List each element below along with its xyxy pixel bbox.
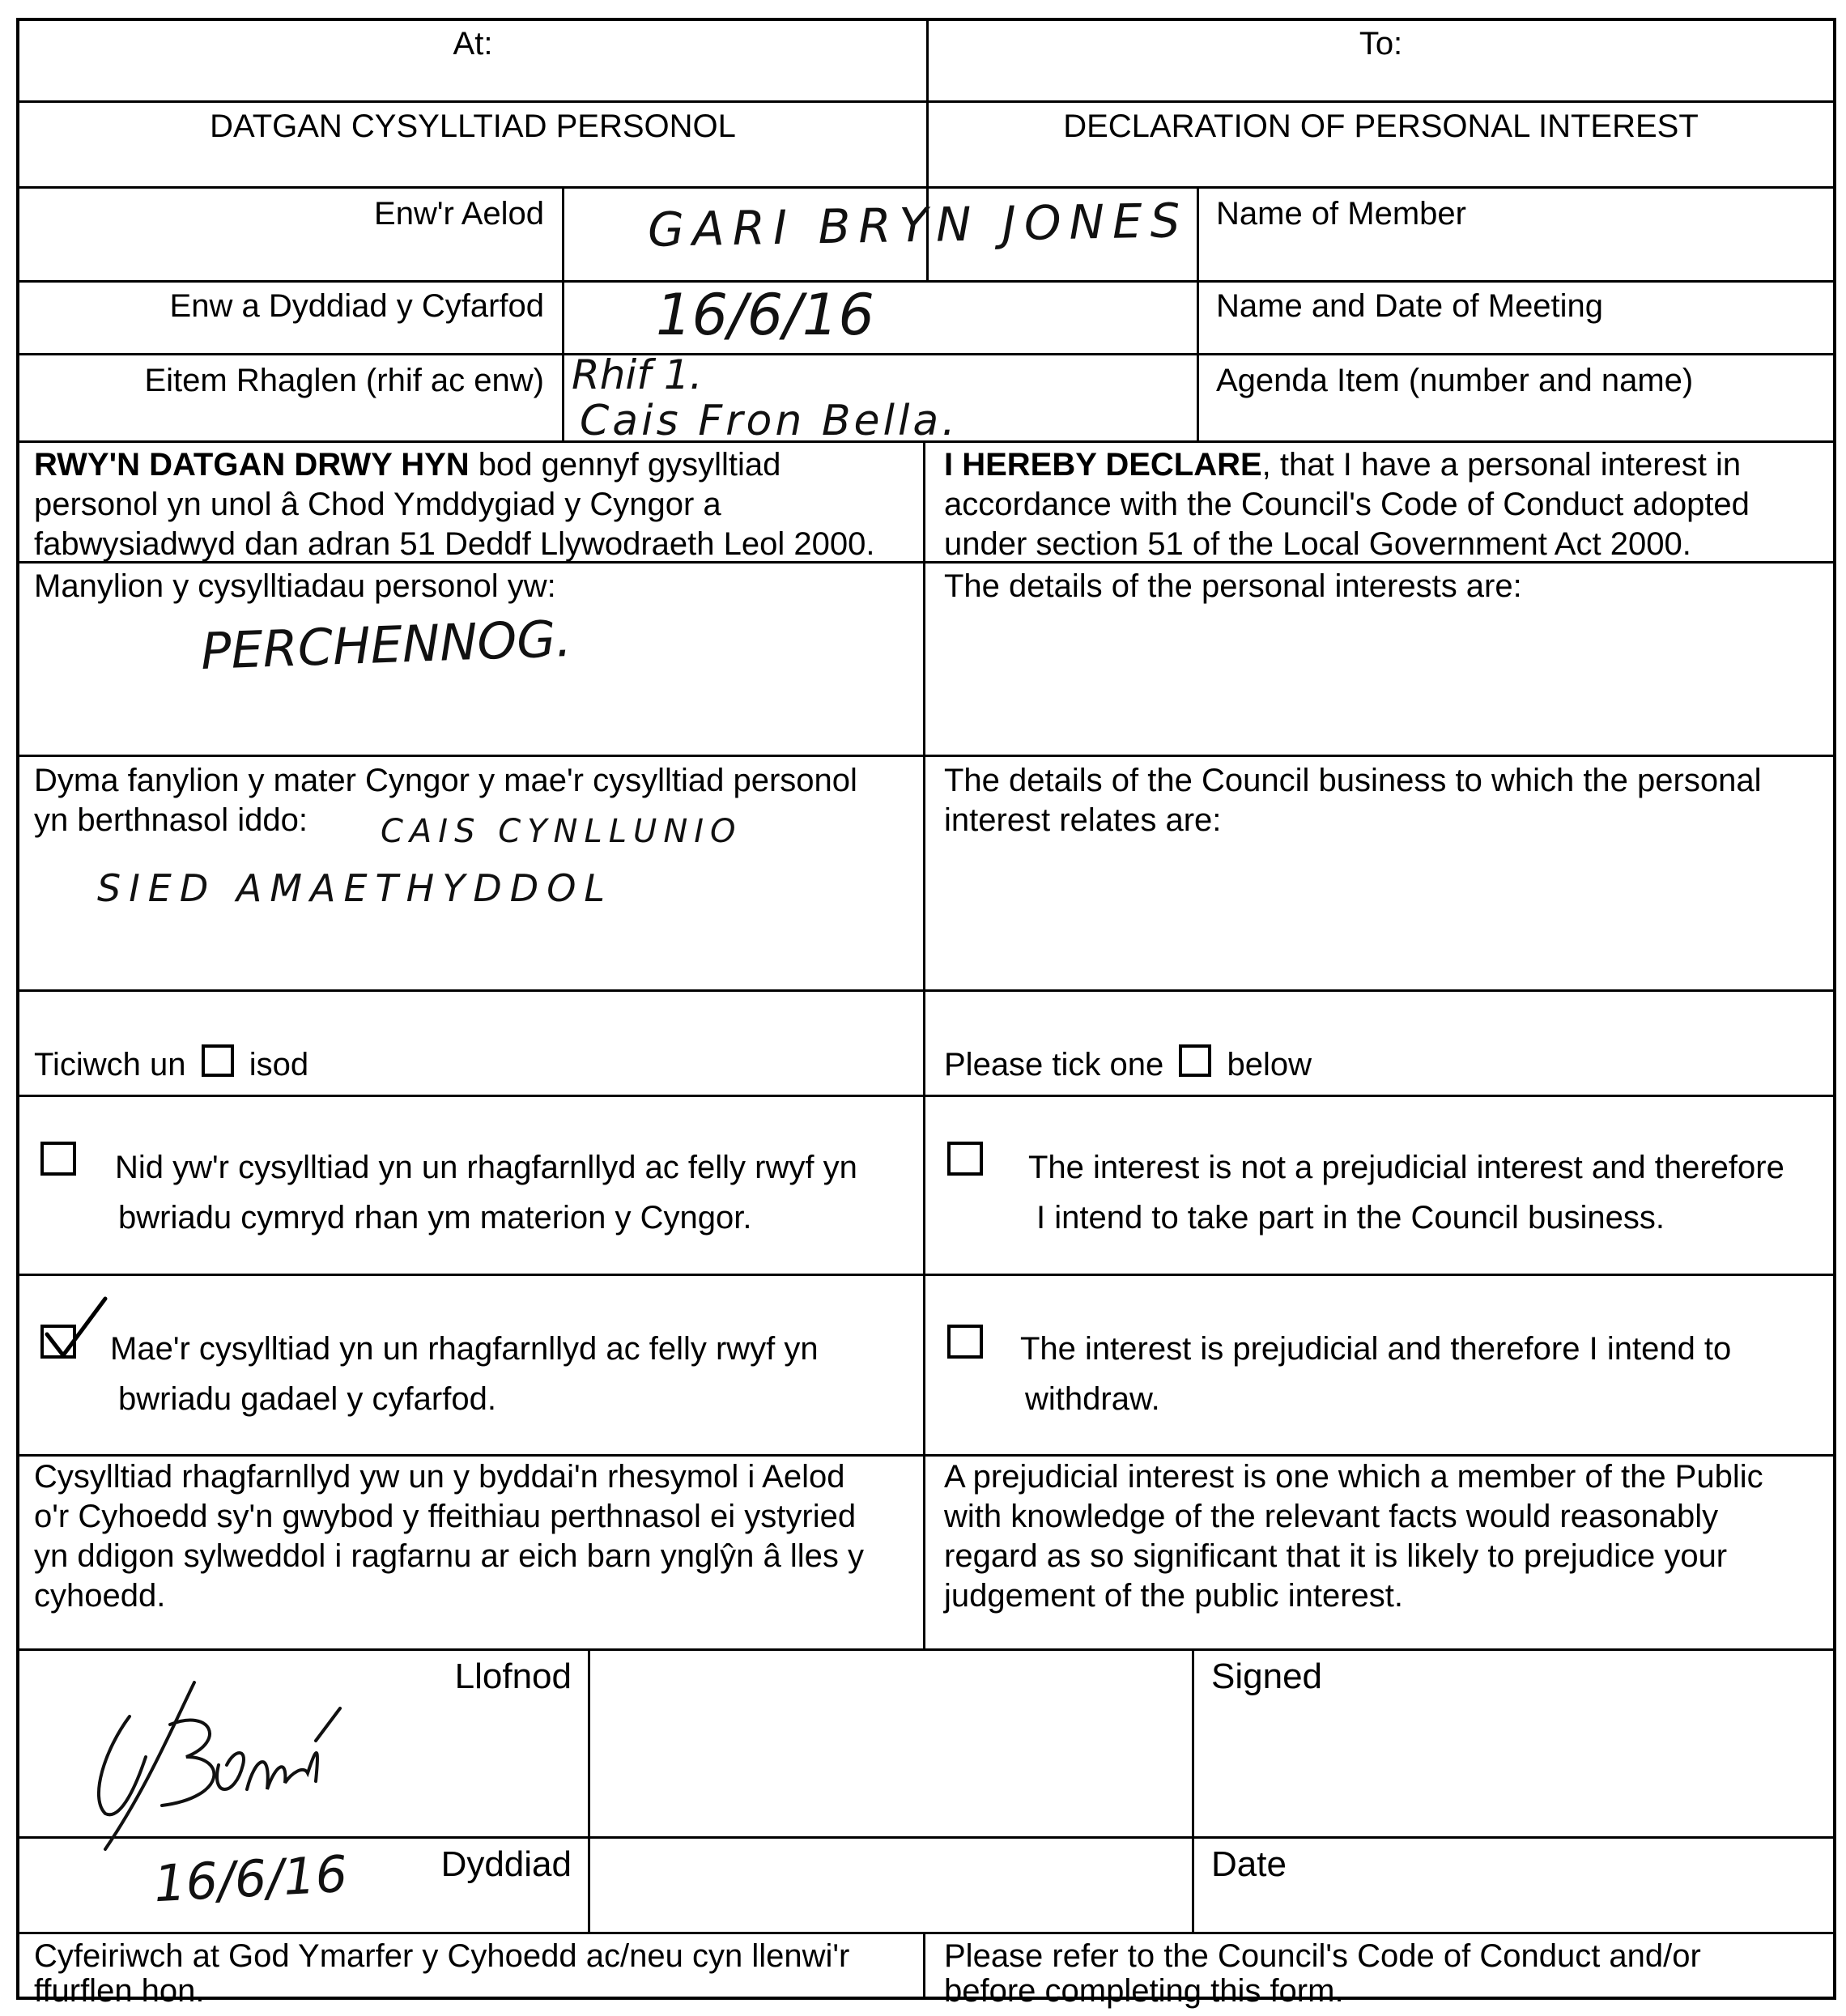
option1-en-checkbox[interactable] <box>947 1142 983 1176</box>
footer-cy-line1: Cyfeiriwch at God Ymarfer y Cyhoedd ac/neu cyn llenwi'r <box>34 1938 850 1974</box>
declare-en-rest: , that I have a personal interest in <box>1261 447 1742 483</box>
business-label-cy-line1: Dyma fanylion y mater Cyngor y mae'r cysylltiad personol <box>34 763 857 798</box>
to-label: To: <box>1359 26 1403 62</box>
tick-sample-box-icon <box>202 1044 234 1077</box>
declare-cy-rest: bod gennyf gysylltiad <box>469 447 781 483</box>
prejudicial-cy-line2: o'r Cyhoedd sy'n gwybod y ffeithiau perthnasol ei ystyried <box>34 1499 857 1534</box>
footer-en-line2: before completing this form. <box>944 1973 1344 2009</box>
field-divider <box>1197 186 1199 440</box>
agenda-label-cy: Eitem Rhaglen (rhif ac enw) <box>144 363 544 398</box>
agenda-label-en: Agenda Item (number and name) <box>1216 363 1694 398</box>
rule <box>16 1454 1836 1457</box>
prejudicial-en-line1: A prejudicial interest is one which a member of the Public <box>944 1459 1763 1495</box>
field-divider <box>1192 1648 1194 1932</box>
declare-cy-bold: RWY'N DATGAN DRWY HYN <box>34 447 470 483</box>
declare-en-line1 <box>944 445 1741 485</box>
field-divider <box>588 1648 590 1932</box>
option2-cy-line1: Mae'r cysylltiad yn un rhagfarnllyd ac felly rwyf yn <box>110 1331 819 1367</box>
tick-cy-after: isod <box>249 1047 309 1082</box>
title-welsh: DATGAN CYSYLLTIAD PERSONOL <box>210 108 736 144</box>
tick-instruction-en <box>944 1044 1312 1085</box>
option1-en-line1: The interest is not a prejudicial interest and therefore <box>1028 1150 1784 1185</box>
tick-instruction-cy <box>34 1044 308 1085</box>
option2-cy-line2: bwriadu gadael y cyfarfod. <box>118 1381 496 1417</box>
option1-cy-line1: Nid yw'r cysylltiad yn un rhagfarnllyd ac felly rwyf yn <box>115 1150 857 1185</box>
option1-cy-line2: bwriadu cymryd rhan ym materion y Cyngor. <box>118 1200 752 1236</box>
business-label-en-line1: The details of the Council business to which the personal <box>944 763 1762 798</box>
rule <box>16 1932 1836 1934</box>
prejudicial-en-line4: judgement of the public interest. <box>944 1578 1404 1614</box>
signature-image[interactable] <box>73 1676 348 1854</box>
declare-cy-line1 <box>34 445 781 485</box>
details-label-en: The details of the personal interests are: <box>944 568 1522 604</box>
business-label-en-line2: interest relates are: <box>944 802 1222 838</box>
border-right <box>1833 18 1836 2000</box>
declare-en-line2: accordance with the Council's Code of Conduct adopted <box>944 487 1750 522</box>
member-label-cy: Enw'r Aelod <box>374 196 544 232</box>
tick-en-after: below <box>1227 1047 1312 1082</box>
field-divider <box>562 186 564 440</box>
checkmark-icon <box>39 1294 112 1359</box>
title-english: DECLARATION OF PERSONAL INTEREST <box>1063 108 1699 144</box>
option2-en-line2: withdraw. <box>1025 1381 1160 1417</box>
rule <box>16 989 1836 992</box>
at-label: At: <box>453 26 493 62</box>
business-value-line2[interactable]: SIED AMAETHYDDOL <box>97 866 614 910</box>
rule <box>16 755 1836 757</box>
business-label-cy-line2: yn berthnasol iddo: <box>34 802 308 838</box>
border-bottom <box>16 1997 1836 2000</box>
prejudicial-cy-line3: yn ddigon sylweddol i ragfarnu ar eich barn ynglŷn â lles y <box>34 1538 865 1574</box>
member-name-value[interactable]: GARI BRYN JONES <box>647 193 1189 257</box>
prejudicial-cy-line4: cyhoedd. <box>34 1578 166 1614</box>
rule <box>16 1648 1836 1651</box>
option2-en-checkbox[interactable] <box>947 1325 983 1359</box>
option1-en-line2: I intend to take part in the Council business. <box>1036 1200 1665 1236</box>
option1-cy-checkbox[interactable] <box>40 1142 76 1176</box>
center-divider <box>923 1932 925 1998</box>
business-value-line1[interactable]: CAIS CYNLLUNIO <box>381 813 742 850</box>
option2-en-line1: The interest is prejudicial and therefore I intend to <box>1020 1331 1732 1367</box>
tick-sample-box-icon <box>1179 1044 1211 1077</box>
rule <box>16 1274 1836 1276</box>
declare-cy-line2: personol yn unol â Chod Ymddygiad y Cyngor a <box>34 487 721 522</box>
date-label-en: Date <box>1211 1844 1287 1884</box>
tick-cy-before: Ticiwch un <box>34 1047 186 1082</box>
meeting-date-value[interactable]: 16/6/16 <box>656 282 874 348</box>
date-label-cy: Dyddiad <box>440 1844 572 1884</box>
rule <box>16 1095 1836 1097</box>
prejudicial-cy-line1: Cysylltiad rhagfarnllyd yw un y byddai'n rhesymol i Aelod <box>34 1459 845 1495</box>
rule <box>16 280 1836 283</box>
member-label-en: Name of Member <box>1216 196 1466 232</box>
tick-en-before: Please tick one <box>944 1047 1164 1082</box>
declare-en-bold: I HEREBY DECLARE <box>944 447 1262 483</box>
declare-en-line3: under section 51 of the Local Government Act 2000. <box>944 526 1691 562</box>
meeting-label-en: Name and Date of Meeting <box>1216 288 1604 324</box>
signature-label-cy: Llofnod <box>454 1657 572 1696</box>
meeting-label-cy: Enw a Dyddiad y Cyfarfod <box>169 288 544 324</box>
footer-cy-line2: ffurflen hon. <box>34 1973 205 2009</box>
details-value[interactable]: PERCHENNOG. <box>199 609 573 681</box>
declare-cy-line3: fabwysiadwyd dan adran 51 Deddf Llywodraeth Leol 2000. <box>34 526 875 562</box>
signature-label-en: Signed <box>1211 1657 1323 1696</box>
details-label-cy: Manylion y cysylltiadau personol yw: <box>34 568 556 604</box>
agenda-value-line1[interactable]: Rhif 1. <box>572 351 703 398</box>
center-divider <box>923 440 925 1648</box>
agenda-value-line2[interactable]: Cais Fron Bella. <box>580 397 959 445</box>
prejudicial-en-line2: with knowledge of the relevant facts would reasonably <box>944 1499 1719 1534</box>
prejudicial-en-line3: regard as so significant that it is likely to prejudice your <box>944 1538 1728 1574</box>
footer-en-line1: Please refer to the Council's Code of Conduct and/or <box>944 1938 1701 1974</box>
rule <box>16 353 1836 355</box>
date-value[interactable]: 16/6/16 <box>152 1844 349 1914</box>
